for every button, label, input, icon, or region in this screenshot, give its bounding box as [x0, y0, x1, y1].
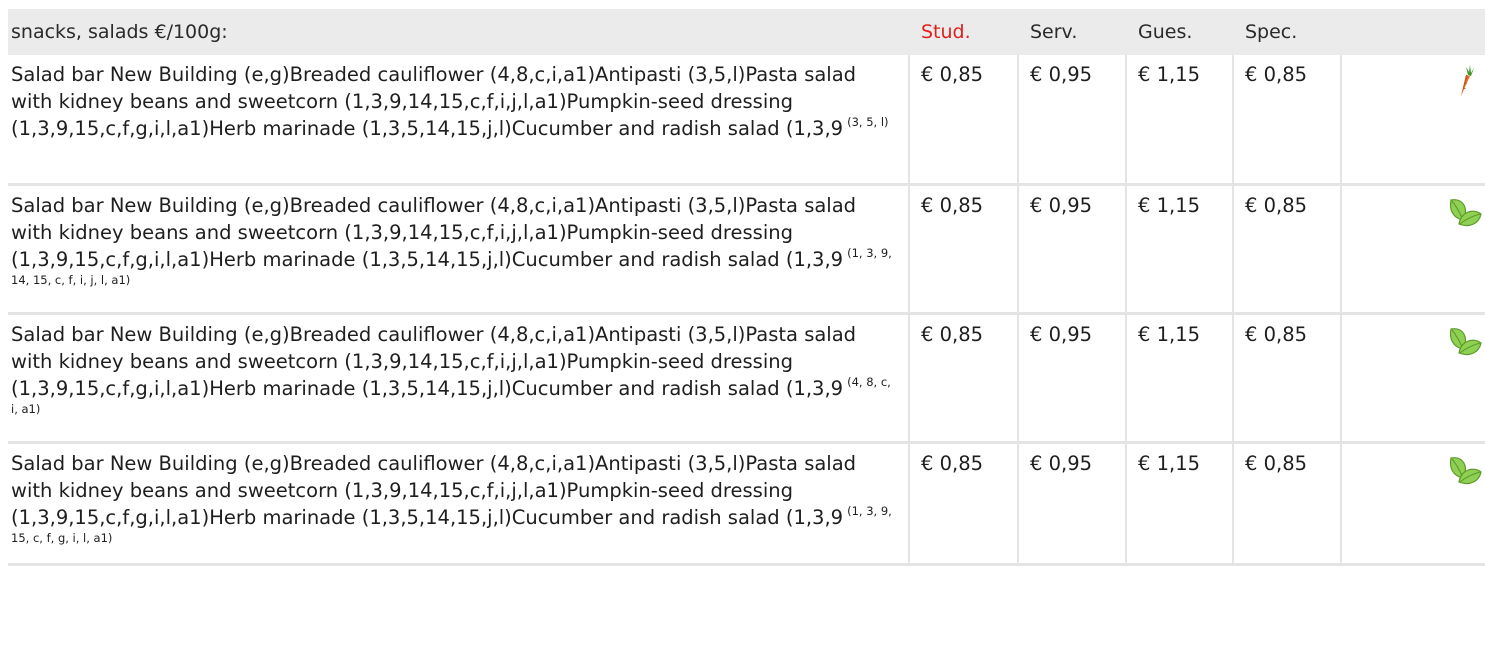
diet-icon-cell — [1341, 313, 1485, 442]
diet-icon-cell — [1341, 184, 1485, 313]
price-gues: € 1,15 — [1126, 313, 1233, 442]
price-spec: € 0,85 — [1233, 55, 1341, 184]
dish-description-cell — [8, 55, 909, 184]
allergen-codes: (3, 5, l) — [847, 115, 889, 129]
price-stud: € 0,85 — [909, 313, 1018, 442]
section-title: snacks, salads €/100g: — [8, 9, 909, 55]
diet-icon-cell — [1341, 442, 1485, 564]
dish-description: Salad bar New Building (e,g)Breaded cauliflower (4,8,c,i,a1)Antipasti (3,5,l)Pasta salad with kidney beans and sweetcorn (1,3,9,14,15,c,f,i,j,l,a1)Pumpkin-seed dressing (1,3,9,15,c,f,g,i,l,a1)Herb marinade (1,3,5,14,15,j,l)Cucumber and radish salad (1,3,9 — [11, 322, 857, 400]
price-gues: € 1,15 — [1126, 184, 1233, 313]
price-stud: € 0,85 — [909, 184, 1018, 313]
carrot-icon — [1445, 63, 1485, 97]
menu-row — [8, 55, 1485, 184]
column-header-stud: Stud. — [909, 9, 1018, 55]
price-spec: € 0,85 — [1233, 184, 1341, 313]
menu-table — [8, 9, 1485, 566]
allergen-codes: (1, 3, 9, 14, 15, c, f, i, j, l, a1) — [11, 245, 892, 287]
leaves-icon — [1445, 323, 1485, 357]
price-spec: € 0,85 — [1233, 442, 1341, 564]
price-serv: € 0,95 — [1018, 184, 1126, 313]
price-serv: € 0,95 — [1018, 55, 1126, 184]
table-header — [8, 9, 1485, 55]
dish-description-cell — [8, 442, 909, 564]
menu-row — [8, 442, 1485, 564]
price-stud: € 0,85 — [909, 442, 1018, 564]
leaves-icon — [1445, 452, 1485, 486]
menu-row — [8, 313, 1485, 442]
menu-row — [8, 184, 1485, 313]
dish-description-cell — [8, 313, 909, 442]
column-header-gues: Gues. — [1126, 9, 1233, 55]
price-gues: € 1,15 — [1126, 442, 1233, 564]
price-gues: € 1,15 — [1126, 55, 1233, 184]
dish-description-cell — [8, 184, 909, 313]
dish-description: Salad bar New Building (e,g)Breaded cauliflower (4,8,c,i,a1)Antipasti (3,5,l)Pasta salad with kidney beans and sweetcorn (1,3,9,14,15,c,f,i,j,l,a1)Pumpkin-seed dressing (1,3,9,15,c,f,g,i,l,a1)Herb marinade (1,3,5,14,15,j,l)Cucumber and radish salad (1,3,9 — [11, 451, 857, 529]
price-stud: € 0,85 — [909, 55, 1018, 184]
price-spec: € 0,85 — [1233, 313, 1341, 442]
allergen-codes: (1, 3, 9, 15, c, f, g, i, l, a1) — [11, 503, 892, 545]
price-serv: € 0,95 — [1018, 313, 1126, 442]
allergen-codes: (4, 8, c, i, a1) — [11, 374, 891, 416]
dish-description: Salad bar New Building (e,g)Breaded cauliflower (4,8,c,i,a1)Antipasti (3,5,l)Pasta salad with kidney beans and sweetcorn (1,3,9,14,15,c,f,i,j,l,a1)Pumpkin-seed dressing (1,3,9,15,c,f,g,i,l,a1)Herb marinade (1,3,5,14,15,j,l)Cucumber and radish salad (1,3,9 — [11, 63, 857, 140]
column-header-icon — [1341, 9, 1485, 55]
column-header-spec: Spec. — [1233, 9, 1341, 55]
column-header-serv: Serv. — [1018, 9, 1126, 55]
leaves-icon — [1445, 194, 1485, 228]
dish-description: Salad bar New Building (e,g)Breaded cauliflower (4,8,c,i,a1)Antipasti (3,5,l)Pasta salad with kidney beans and sweetcorn (1,3,9,14,15,c,f,i,j,l,a1)Pumpkin-seed dressing (1,3,9,15,c,f,g,i,l,a1)Herb marinade (1,3,5,14,15,j,l)Cucumber and radish salad (1,3,9 — [11, 193, 857, 271]
price-serv: € 0,95 — [1018, 442, 1126, 564]
diet-icon-cell — [1341, 55, 1485, 184]
